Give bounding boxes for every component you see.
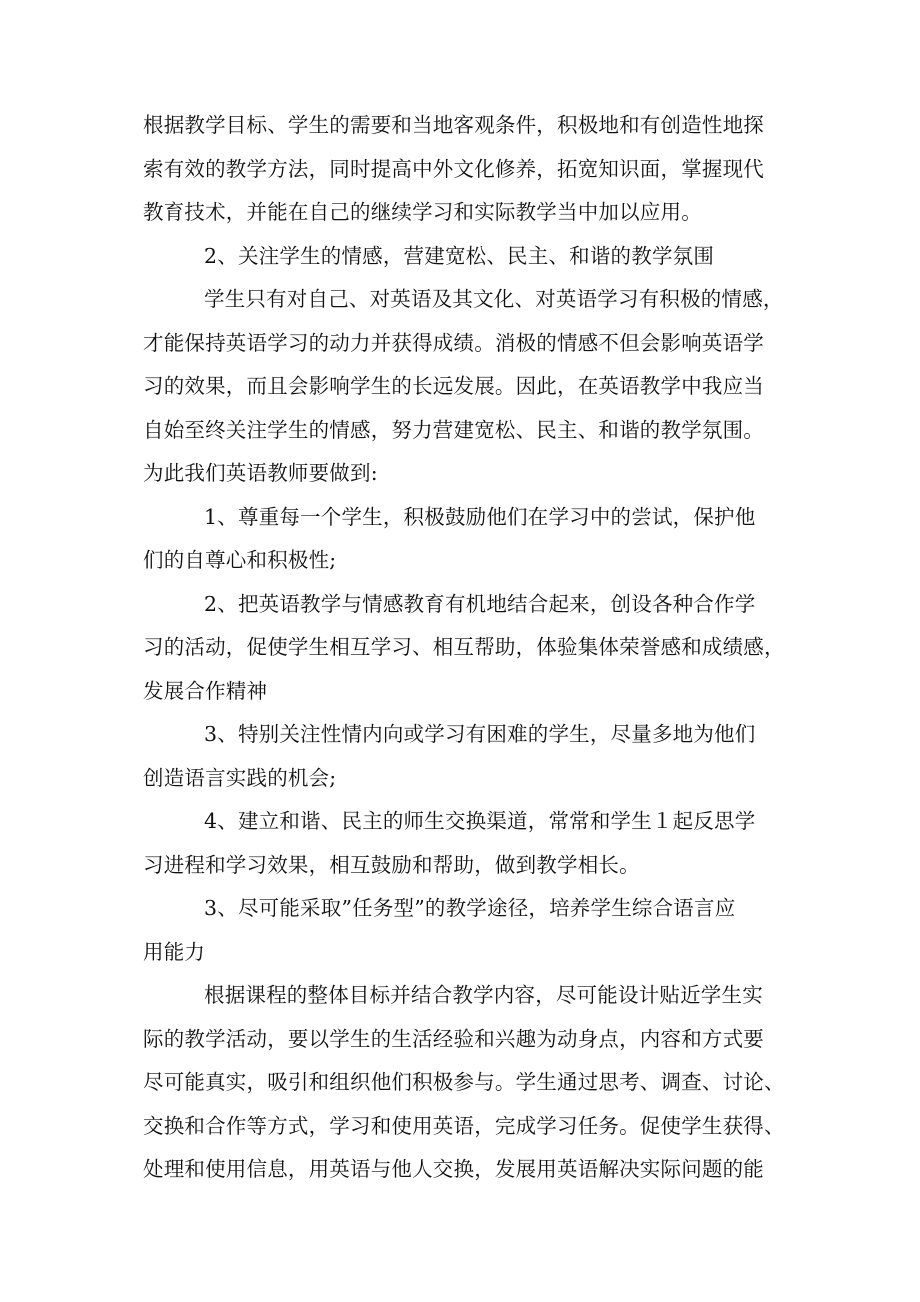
text-line: 用能力	[143, 939, 206, 964]
text-line: 习进程和学习效果，相互鼓励和帮助，做到教学相长。	[143, 852, 640, 877]
list-item: 1、尊重每一个学生，积极鼓励他们在学习中的尝试，保护他	[204, 504, 756, 529]
text-line: 际的教学活动，要以学生的生活经验和兴趣为动身点，内容和方式要	[143, 1026, 764, 1051]
text-line: 教育技术，并能在自己的继续学习和实际教学当中加以应用。	[143, 200, 702, 224]
section-heading: 2、关注学生的情感，营建宽松、民主、和谐的教学氛围	[204, 243, 715, 268]
list-item: 4、建立和谐、民主的师生交换渠道，常常和学生１起反思学	[204, 809, 756, 833]
text-line: 习的效果，而且会影响学生的长远发展。因此，在英语教学中我应当	[143, 374, 764, 398]
text-line: 根据教学目标、学生的需要和当地客观条件，积极地和有创造性地探	[143, 113, 764, 137]
text-line: 习的活动，促使学生相互学习、相互帮助，体验集体荣誉感和成绩感，	[143, 635, 785, 659]
text-line: 创造语言实践的机会;	[143, 765, 337, 790]
text-line: 根据课程的整体目标并结合教学内容，尽可能设计贴近学生实	[204, 983, 763, 1007]
text-line: 交换和合作等方式，学习和使用英语，完成学习任务。促使学生获得、	[143, 1113, 785, 1138]
text-line: 处理和使用信息，用英语与他人交换，发展用英语解决实际问题的能	[143, 1157, 764, 1181]
text-line: 学生只有对自己、对英语及其文化、对英语学习有积极的情感，	[204, 287, 784, 311]
list-item: 2、把英语教学与情感教育有机地结合起来，创设各种合作学	[204, 591, 756, 616]
section-heading: 3、尽可能采取”任务型”的教学途径，培养学生综合语言应	[204, 896, 736, 920]
text-line: 索有效的教学方法，同时提高中外文化修养，拓宽知识面，掌握现代	[143, 156, 764, 181]
text-line: 发展合作精神	[143, 678, 268, 703]
text-line: 尽可能真实，吸引和组织他们积极参与。学生通过思考、调查、讨论、	[143, 1070, 785, 1094]
document-body	[143, 104, 783, 1192]
text-line: 们的自尊心和积极性;	[143, 548, 337, 572]
text-line: 自始至终关注学生的情感，努力营建宽松、民主、和谐的教学氛围。	[143, 417, 764, 442]
list-item: 3、特别关注性情内向或学习有困难的学生，尽量多地为他们	[204, 722, 756, 746]
text-line: 为此我们英语教师要做到:	[143, 461, 378, 485]
text-line: 才能保持英语学习的动力并获得成绩。消极的情感不但会影响英语学	[143, 330, 764, 355]
